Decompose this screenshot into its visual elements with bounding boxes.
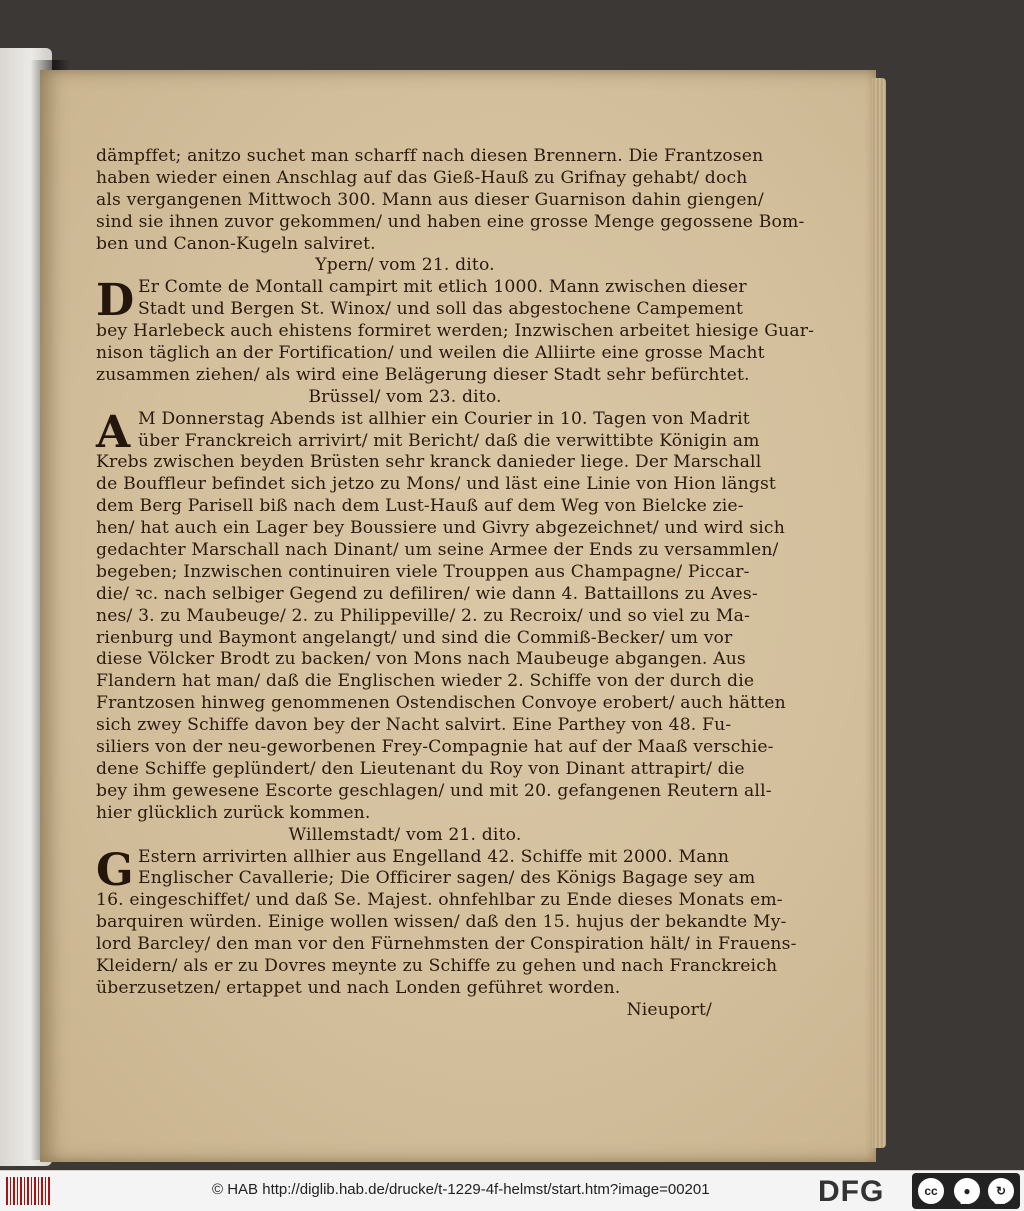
text-line: bey ihm gewesene Escorte geschlagen/ und mit 20. gefangenen Reutern all- xyxy=(96,780,772,801)
text-line: als vergangenen Mittwoch 300. Mann aus dieser Guarnison dahin giengen/ xyxy=(96,189,764,210)
text-line: Flandern hat man/ daß die Englischen wieder 2. Schiffe von der durch die xyxy=(96,671,755,692)
drop-initial: G xyxy=(96,844,134,896)
section-heading: Willemstadt/ vom 21. dito. xyxy=(288,824,522,845)
sa-share-alike-icon: ↻ xyxy=(986,1176,1016,1206)
section-body xyxy=(96,275,815,386)
text-line: M Donnerstag Abends ist allhier ein Courier in 10. Tagen von Madrit xyxy=(138,408,750,429)
text-line: hen/ hat auch ein Lager bey Boussiere und Givry abgezeichnet/ und wird sich xyxy=(96,518,785,539)
text-line: Frantzosen hinweg genommenen Ostendischen Convoye erobert/ auch hätten xyxy=(96,693,786,714)
text-line: gedachter Marschall nach Dinant/ um seine Armee der Ends zu versammlen/ xyxy=(96,540,779,561)
text-line: hier glücklich zurück kommen. xyxy=(96,802,371,823)
text-line: haben wieder einen Anschlag auf das Gieß-Hauß zu Grifnay gehabt/ doch xyxy=(96,167,748,188)
section-heading: Ypern/ vom 21. dito. xyxy=(315,255,495,276)
section-body xyxy=(96,844,797,1000)
drop-initial: A xyxy=(96,406,131,458)
text-line: sich zwey Schiffe davon bey der Nacht salvirt. Eine Parthey von 48. Fu- xyxy=(96,715,732,736)
text-line: Stadt und Bergen St. Winox/ und soll das abgestochene Campement xyxy=(138,299,744,320)
text-line: lord Barcley/ den man vor den Fürnehmsten der Conspiration hält/ in Frauens- xyxy=(96,934,797,955)
text-line: über Franckreich arrivirt/ mit Bericht/ daß die verwittibte Königin am xyxy=(138,430,760,451)
by-attribution-icon: ● xyxy=(952,1176,982,1206)
text-line: sind sie ihnen zuvor gekommen/ und haben eine grosse Menge gegossene Bom- xyxy=(96,211,805,232)
footer-bar xyxy=(0,1170,1024,1211)
dfg-logo[interactable]: DFG xyxy=(818,1175,885,1208)
sa-label: SA xyxy=(994,1197,1006,1206)
section-body xyxy=(96,406,786,825)
hab-barcode-logo-icon xyxy=(6,1177,50,1205)
text-line: Er Comte de Montall campirt mit etlich 1000. Mann zwischen dieser xyxy=(138,277,747,298)
text-line: dämpffet; anitzo suchet man scharff nach diesen Brennern. Die Frantzosen xyxy=(96,146,764,166)
text-line: ben und Canon-Kugeln salviret. xyxy=(96,233,376,254)
text-line: siliers von der neu-geworbenen Frey-Compagnie hat auf der Maaß verschie- xyxy=(96,737,774,758)
text-line: Krebs zwischen beyden Brüsten sehr kranck danieder liege. Der Marschall xyxy=(96,452,762,473)
text-line: 16. eingeschiffet/ und daß Se. Majest. ohnfehlbar zu Ende dieses Monats em- xyxy=(96,890,783,911)
text-line: diese Völcker Brodt zu backen/ von Mons nach Maubeuge abgangen. Aus xyxy=(96,649,746,670)
copyright-credit[interactable]: © HAB http://diglib.hab.de/drucke/t-1229-4f-helmst/start.htm?image=00201 xyxy=(212,1181,710,1198)
text-line: Kleidern/ als er zu Dovres meynte zu Schiffe zu gehen und nach Franckreich xyxy=(96,955,778,976)
cc-icon: cc xyxy=(916,1176,946,1206)
text-line: rienburg und Baymont angelangt/ und sind die Commiß-Becker/ um vor xyxy=(96,627,733,648)
text-line: die/ ꝛc. nach selbiger Gegend zu defiliren/ wie dann 4. Battaillons zu Aves- xyxy=(96,583,758,604)
text-line: begeben; Inzwischen continuiren viele Trouppen aus Champagne/ Piccar- xyxy=(96,561,750,582)
page-text xyxy=(96,146,815,1022)
drop-initial: D xyxy=(96,275,135,327)
text-line: barquiren würden. Einige wollen wissen/ daß den 15. hujus der bekandte My- xyxy=(96,912,787,933)
text-line: nes/ 3. zu Maubeuge/ 2. zu Philippeville/ 2. zu Recroix/ und so viel zu Ma- xyxy=(96,605,750,626)
text-line: de Boufflеur befindet sich jetzo zu Mons/ und läst eine Linie von Hion längst xyxy=(96,474,776,495)
cc-license-badge[interactable] xyxy=(912,1173,1020,1209)
text-line: nison täglich an der Fortification/ und weilen die Alliirte eine grosse Macht xyxy=(96,343,765,364)
text-line: bey Harlebeck auch ehistens formiret werden; Inzwischen arbeitet hiesige Guar- xyxy=(96,321,815,342)
text-line: dene Schiffe geplündert/ den Lieutenant du Roy von Dinant attrapirt/ die xyxy=(96,758,745,779)
text-line: Englischer Cavallerie; Die Officirer sagen/ des Königs Bagage sey am xyxy=(138,868,756,889)
by-label: BY xyxy=(960,1197,972,1206)
text-line: zusammen ziehen/ als wird eine Belägerung dieser Stadt sehr befürchtet. xyxy=(96,364,750,385)
catchword: Nieuport/ xyxy=(626,999,712,1020)
section-heading: Brüssel/ vom 23. dito. xyxy=(308,386,502,407)
text-line: Estern arrivirten allhier aus Engelland 42. Schiffe mit 2000. Mann xyxy=(138,846,730,867)
text-line: überzusetzen/ ertappet und nach Londen geführet worden. xyxy=(96,977,621,998)
text-line: dem Berg Parisell biß nach dem Lust-Hauß auf dem Weg von Bielcke zie- xyxy=(96,496,744,517)
page-stack-edge xyxy=(872,78,886,1148)
